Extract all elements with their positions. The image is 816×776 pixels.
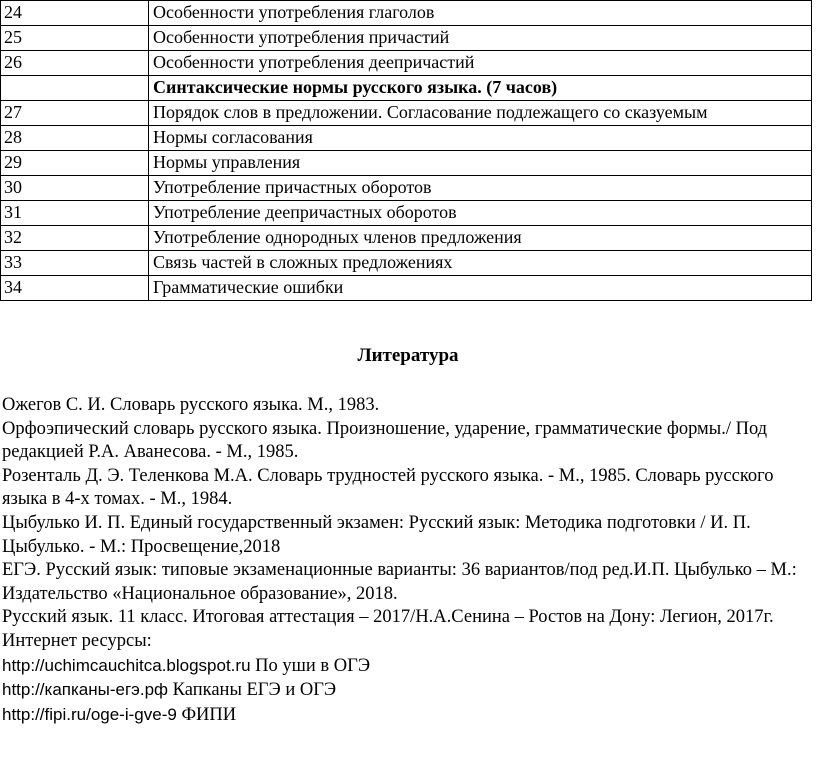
internet-resource [2, 678, 814, 703]
table-row [1, 101, 812, 126]
lesson-number: 32 [1, 226, 149, 251]
lesson-topic: Грамматические ошибки [149, 276, 812, 301]
table-row [1, 251, 812, 276]
resource-url[interactable]: http://uchimcauchitca.blogspot.ru [2, 655, 251, 675]
lesson-topic: Порядок слов в предложении. Согласование подлежащего со сказуемым [149, 101, 812, 126]
lesson-topic: Нормы согласования [149, 126, 812, 151]
table-row [1, 176, 812, 201]
literature-entry: Розенталь Д. Э. Теленкова М.А. Словарь трудностей русского языка. - М., 1985. Словарь русского языка в 4-х томах. - М., 1984. [2, 465, 774, 510]
literature-list [2, 394, 814, 727]
lesson-topic: Связь частей в сложных предложениях [149, 251, 812, 276]
lesson-topic: Нормы управления [149, 151, 812, 176]
section-heading: Синтаксические нормы русского языка. (7 часов) [149, 76, 812, 101]
lesson-number: 26 [1, 51, 149, 76]
literature-entry: Русский язык. 11 класс. Итоговая аттестация – 2017/Н.А.Сенина – Ростов на Дону: Легион, 2017г. [2, 607, 774, 628]
table-row [1, 1, 812, 26]
lesson-topic: Особенности употребления деепричастий [149, 51, 812, 76]
table-row [1, 276, 812, 301]
literature-title: Литература [357, 345, 459, 366]
literature-entry: Орфоэпический словарь русского языка. Произношение, ударение, грамматические формы./ Под редакцией Р.А. Аванесова. - М., 1985. [2, 418, 768, 463]
table-row [1, 126, 812, 151]
lesson-topic: Употребление причастных оборотов [149, 176, 812, 201]
lesson-number: 28 [1, 126, 149, 151]
resource-label: ФИПИ [181, 704, 237, 725]
table-row [1, 226, 812, 251]
lesson-number: 30 [1, 176, 149, 201]
lesson-number: 33 [1, 251, 149, 276]
lesson-topic: Употребление однородных членов предложения [149, 226, 812, 251]
lesson-topic: Особенности употребления причастий [149, 26, 812, 51]
lesson-plan-table [0, 0, 812, 301]
table-row [1, 201, 812, 226]
literature-entry: ЕГЭ. Русский язык: типовые экзаменационные варианты: 36 вариантов/под ред.И.П. Цыбулько – М.: Издательство «Национальное образование», 2018. [2, 560, 797, 604]
resource-label: По уши в ОГЭ [255, 655, 371, 676]
lesson-topic: Особенности употребления глаголов [149, 1, 812, 26]
literature-entry: Ожегов С. И. Словарь русского языка. М., 1983. [2, 395, 380, 415]
internet-resources-heading: Интернет ресурсы: [2, 630, 152, 651]
lesson-number: 29 [1, 151, 149, 176]
table-row [1, 151, 812, 176]
resource-label: Капканы ЕГЭ и ОГЭ [172, 680, 337, 701]
lesson-number: 25 [1, 26, 149, 51]
literature-entry: Цыбулько И. П. Единый государственный экзамен: Русский язык: Методика подготовки / И. П. Цыбулько. - М.: Просвещение,2018 [2, 512, 751, 557]
resource-url[interactable]: http://капканы-егэ.рф [2, 680, 169, 700]
lesson-topic: Употребление деепричастных оборотов [149, 201, 812, 226]
lesson-number: 24 [1, 1, 149, 26]
section-header-row [1, 76, 812, 101]
lesson-number [1, 76, 149, 101]
resource-url[interactable]: http://fipi.ru/oge-i-gve-9 [2, 704, 177, 724]
lesson-number: 27 [1, 101, 149, 126]
internet-resource [2, 654, 814, 679]
lesson-number: 34 [1, 276, 149, 301]
table-row [1, 51, 812, 76]
lesson-number: 31 [1, 201, 149, 226]
internet-resource [2, 703, 814, 728]
table-row [1, 26, 812, 51]
